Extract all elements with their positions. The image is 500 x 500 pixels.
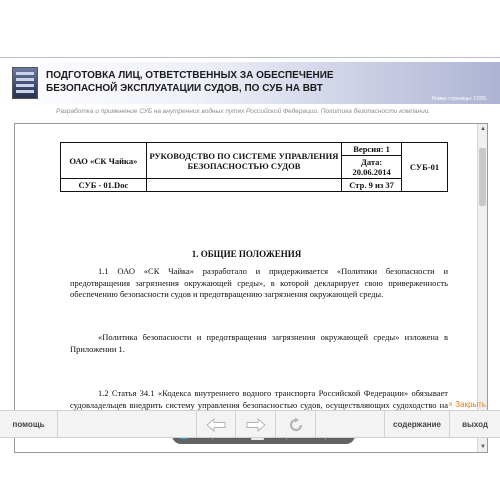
code-cell: СУБ-01 <box>402 143 448 192</box>
close-link[interactable]: × Закрыть <box>448 400 486 409</box>
document-page <box>15 124 478 452</box>
date-cell: Дата: 20.06.2014 <box>342 156 402 179</box>
file-cell: СУБ - 01.Doc <box>61 179 147 192</box>
course-window <box>0 57 500 450</box>
section-heading: 1. ОБЩИЕ ПОЛОЖЕНИЯ <box>191 249 302 259</box>
paragraph-1 <box>70 266 448 301</box>
next-button[interactable] <box>236 411 276 438</box>
scroll-thumb[interactable] <box>479 148 486 206</box>
contents-button[interactable]: содержание <box>384 411 450 438</box>
company-cell: ОАО «СК Чайка» <box>61 143 147 179</box>
course-header <box>0 62 500 104</box>
document-header-table <box>60 142 448 192</box>
page-cell: Стр. 9 из 37 <box>342 179 402 192</box>
scroll-down-icon[interactable]: ▼ <box>480 444 486 450</box>
scroll-up-icon[interactable]: ▲ <box>480 126 486 132</box>
version-cell: Версия: 1 <box>342 143 402 156</box>
page-indicator: Номер страницы: 17/65 <box>431 96 486 102</box>
prev-button[interactable] <box>196 411 236 438</box>
help-button[interactable]: помощь <box>0 411 58 438</box>
paragraph-2-text: «Политика безопасности и предотвращения загрязнения окружающей среды» изложена в Приложении 1. <box>70 332 448 354</box>
blank-cell <box>146 179 341 192</box>
paragraph-2 <box>70 332 448 355</box>
document-viewer[interactable] <box>14 123 488 453</box>
doc-title-cell: РУКОВОДСТВО ПО СИСТЕМЕ УПРАВЛЕНИЯ БЕЗОПАСНОСТЬЮ СУДОВ <box>146 143 341 179</box>
arrow-right-icon <box>245 417 267 433</box>
arrow-left-icon <box>205 417 227 433</box>
paragraph-3-text: 1.2 Статья 34.1 «Кодекса внутреннего водного транспорта Российской Федерации» обязывает судовладельцев внедрить систему управления безопасностью судов, осуществляющих судоходство на <box>70 388 448 410</box>
refresh-icon <box>285 417 307 433</box>
refresh-button[interactable] <box>276 411 316 438</box>
course-title: ПОДГОТОВКА ЛИЦ, ОТВЕТСТВЕННЫХ ЗА ОБЕСПЕЧЕНИЕ БЕЗОПАСНОЙ ЭКСПЛУАТАЦИИ СУДОВ, ПО СУБ НА ВВТ <box>46 70 334 94</box>
bottom-navigation <box>0 410 500 438</box>
exit-button[interactable]: выход <box>462 420 488 429</box>
section-subtitle: Разработка и применение СУБ на внутренних водных путях Российской Федерации. Политика безопасности компании. <box>56 108 431 115</box>
logo <box>12 67 38 99</box>
paragraph-1-text: 1.1 ОАО «СК Чайка» разработало и придерживается «Политики безопасности и предотвращения загрязнения окружающей среды», в которой декларирует свою приверженность обеспечению безопасности судов и предотвращению загрязнения окружающей среды. <box>70 266 448 299</box>
